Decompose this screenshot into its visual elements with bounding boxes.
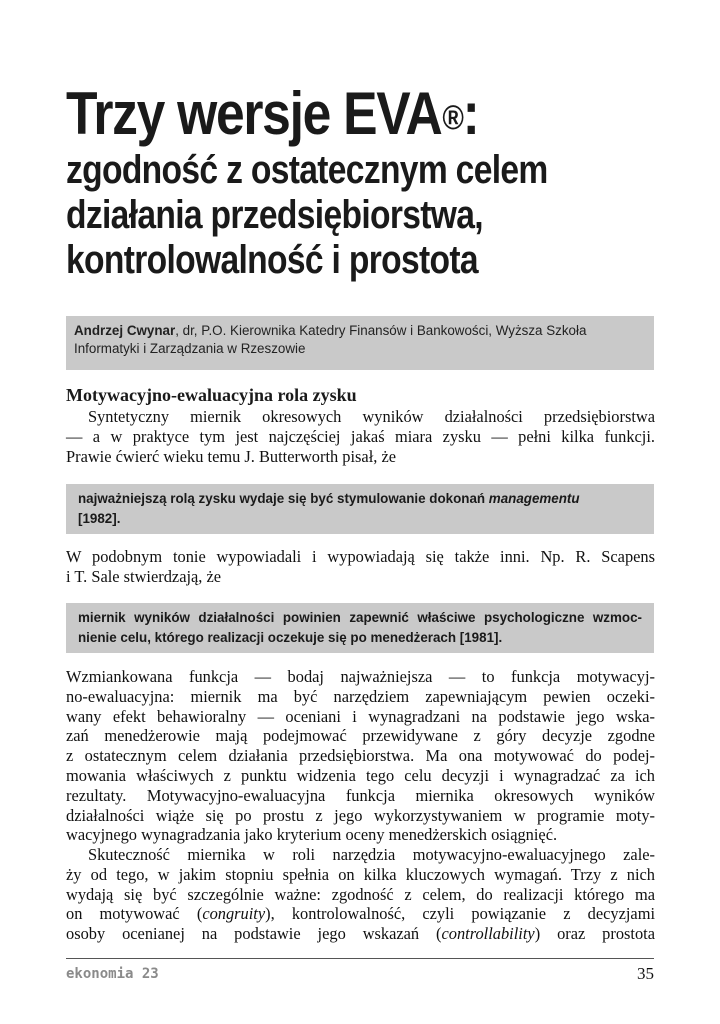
paragraph-3-line: mowania właściwych z punktu widzenia tego celu decyzji i wynagradzać za ich <box>66 765 655 785</box>
paragraph-4 <box>66 845 655 944</box>
quote-1-italic: managementu <box>488 491 580 506</box>
paragraph-4-line-2: ży od tego, w jakim stopniu spełnia on kilka kluczowych wymagań. Trzy z nich <box>66 864 655 884</box>
paragraph-2-line: i T. Sale stwierdzają, że <box>66 566 222 586</box>
paragraph-4-line-1: Skuteczność miernika w roli narzędzia motywacyjno-ewaluacyjnego zale- <box>88 845 655 864</box>
subtitle-line-1: zgodność z ostatecznym celem <box>66 148 548 192</box>
page-number: 35 <box>637 964 654 983</box>
quote-box-2 <box>66 603 654 653</box>
author-affiliation: , dr, P.O. Kierownika Katedry Finansów i Bankowości, Wyższa Szkoła Informatyki i Zarządzania w Rzeszowie <box>74 323 587 356</box>
paragraph-4-line-5-b: ) oraz prostota <box>534 924 655 944</box>
paragraph-3-line: Wzmiankowana funkcja — bodaj najważniejsza — to funkcja motywacyj- <box>66 667 655 686</box>
journal-name: ekonomia 23 <box>66 966 159 982</box>
paragraph-4-line-5 <box>66 924 655 944</box>
paragraph-3-line: działalności wiąże się po prostu z jego wykorzystywaniem w programie moty- <box>66 805 655 825</box>
paragraph-3-line: zań menedżerowie mają podejmować przewidywane z góry decyzje zgodne <box>66 726 655 746</box>
article-title <box>66 80 666 283</box>
registered-mark: ® <box>442 99 463 137</box>
quote-2-line-1: miernik wyników działalności powinien zapewnić właściwe psychologiczne wzmoc- <box>78 610 642 625</box>
quote-box-1 <box>66 484 654 534</box>
author-info-box <box>66 316 654 370</box>
paragraph-4-line-4-b: ), kontrolowalność, czyli powiązanie z decyzjami <box>265 904 655 924</box>
paragraph-3-line: wany efekt behawioralny — oceniani i wynagradzani na podstawie jego wska- <box>66 706 655 726</box>
term-congruity: congruity <box>202 904 266 924</box>
paragraph-3 <box>66 667 655 845</box>
paragraph-4-line-3: wydają się być szczególnie ważne: zgodność z celem, do realizacji którego ma <box>66 884 655 904</box>
paragraph-3-line: z ostatecznym celem działania przedsiębiorstwa. Ma ona motywować do podej- <box>66 746 655 766</box>
paragraph-3-line: no-ewaluacyjna: miernik ma być narzędziem zapewniającym pewien oczeki- <box>66 686 655 706</box>
paragraph-1-line: Prawie ćwierć wieku temu J. Butterworth pisał, że <box>66 446 396 466</box>
title-main <box>66 80 582 148</box>
subtitle-line-3: kontrolowalność i prostota <box>66 238 478 282</box>
subtitle-line-2: działania przedsiębiorstwa, <box>66 193 483 237</box>
author-name: Andrzej Cwynar <box>74 323 176 338</box>
footer-divider <box>66 958 654 959</box>
quote-2-line-2: nienie celu, którego realizacji oczekuje się po menedżerach [1981]. <box>78 630 503 645</box>
paragraph-4-line-4-a: on motywować ( <box>66 904 203 924</box>
title-main-text: Trzy wersje EVA <box>66 80 442 147</box>
quote-1-text: najważniejszą rolą zysku wydaje się być stymulowanie dokonań <box>78 491 489 506</box>
paragraph-3-line: rezultaty. Motywacyjno-ewaluacyjna funkcja miernika okresowych wyników <box>66 785 655 805</box>
section-heading: Motywacyjno-ewaluacyjna rola zysku <box>66 385 357 405</box>
paragraph-2-line: W podobnym tonie wypowiadali i wypowiadają się także inni. Np. R. Scapens <box>66 547 655 566</box>
paragraph-4-line-5-a: osoby ocenianej na podstawie jego wskazań ( <box>66 924 442 944</box>
paragraph-3-line: wacyjnego wynagradzania jako kryterium oceny menedżerskich osiągnięć. <box>66 825 558 845</box>
term-controllability: controllability <box>441 924 535 944</box>
paragraph-1-line: Syntetyczny miernik okresowych wyników działalności przedsiębiorstwa <box>88 407 655 426</box>
title-colon: : <box>462 80 479 147</box>
paragraph-2 <box>66 547 655 587</box>
paragraph-1-line: — a w praktyce tym jest najczęściej jakaś miara zysku — pełni kilka funkcji. <box>66 426 655 446</box>
quote-1-citation: [1982]. <box>78 511 121 526</box>
paragraph-4-line-4 <box>66 904 655 924</box>
paragraph-1 <box>66 407 655 466</box>
